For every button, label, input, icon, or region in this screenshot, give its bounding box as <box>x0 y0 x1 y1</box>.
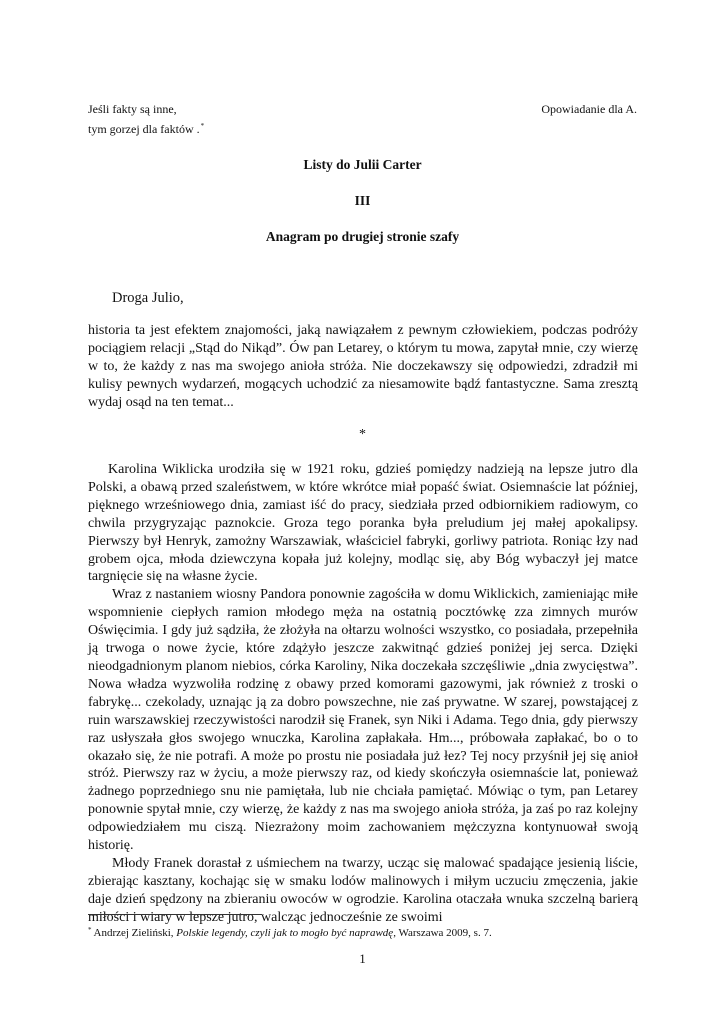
epigraph-line-2 <box>88 118 204 138</box>
footnote-author: Andrzej Zieliński, <box>93 927 174 939</box>
epigraph-line-1: Jeśli fakty są inne, <box>88 102 177 116</box>
footnote-divider <box>88 914 262 915</box>
footnote-book-title: Polskie legendy, czyli jak to mogło być naprawdę <box>176 927 394 939</box>
chapter-subtitle: Anagram po drugiej stronie szafy <box>265 229 460 244</box>
footnote-marker[interactable]: * <box>200 122 205 130</box>
footnote-marker-ref: * <box>88 926 92 934</box>
epigraph <box>88 101 204 138</box>
footnote <box>88 923 492 940</box>
part-number: III <box>354 193 371 208</box>
story-paragraph: Młody Franek dorastał z uśmiechem na twarzy, ucząc się malować spadające jesienią liście, zbierając kasztany, kochając się w smaku lodów malinowych i miłym uczuciu zmęczenia, jakie daje dzień spędzony na zbieraniu owoców w ogrodzie. Karolina otaczała wnuka szczelną barierą miłości i wiary w lepsze jutro, walcząc jednocześnie ze swoimi <box>88 855 638 925</box>
story-paragraph: Karolina Wiklicka urodziła się w 1921 roku, gdzieś pomiędzy nadzieją na lepsze jutro dla Polski, a obawą przed szaleństwem, w które wkrótce miał popaść świat. Osiemnaście lat później, pięknego wrześniowego dnia, zamiast iść do pracy, siedziała przed odbiornikiem radiowym, co chwila przygryzając paznokcie. Groza tego poranka była preludium jej małej apokalipsy. Pierwszy był Henryk, zamożny Warszawiak, właściciel fabryki, gorliwy patriota. Roniąc łzy nad grobem ojca, młoda dziewczyna kopała już kolejny, modląc się, aby Bóg wybaczył jej matce targnięcie się na własne życie. <box>88 462 638 585</box>
intro-text: historia ta jest efektem znajomości, jaką nawiązałem z pewnym człowiekiem, podczas podróży pociągiem relacji „Stąd do Nikąd”. Ów pan Letarey, o którym tu mowa, zapytał mnie, czy wierzę w to, że każdy z nas ma swojego anioła stróża. Nie doczekawszy się odpowiedzi, zdradził mi kulisy pewnych wydarzeń, mogących uchodzić za niesamowite bądź fantastyczne. Sama zresztą wydaj osąd na ten temat... <box>88 323 638 410</box>
section-separator: * <box>359 427 366 442</box>
footnote-publication: , Warszawa 2009, s. 7. <box>393 927 492 939</box>
story-body <box>88 461 638 927</box>
epigraph-line-2-text: tym gorzej dla faktów . <box>88 122 200 136</box>
document-title: Listy do Julii Carter <box>303 157 422 172</box>
letter-salutation: Droga Julio, <box>112 290 184 306</box>
intro-paragraph <box>88 322 638 412</box>
dedication: Opowiadanie dla A. <box>541 102 637 116</box>
page-number: 1 <box>359 951 366 966</box>
story-paragraph: Wraz z nastaniem wiosny Pandora ponownie zagościła w domu Wiklickich, zamieniając miłe wspomnienie ciepłych ramion młodego męża na ostatnią pocztówkę zza zimnych murów Oświęcimia. I gdy już sądziła, że złożyła na ołtarzu wolności wszystko, co posiadała, przepełniła ją trwoga o nowe życie, które zdążyło jeszcze zakwitnąć gdzieś poniżej jej serca. Dzięki nieodgadnionym planom niebios, córka Karoliny, Nika doczekała szczęśliwie „dnia zwycięstwa”. Nowa władza wyzwoliła rodzinę z obawy przed komorami gazowymi, jak również z troski o fabrykę... czekolady, uznając ją za dobro powszechne, nie zaś prywatne. W szarej, powstającej z ruin warszawskiej rzeczywistości narodził się Franek, syn Niki i Adama. Tego dnia, gdy pierwszy raz usłyszała głos swojego wnuczka, Karolina zapłakała. Hm..., próbowała zapłakać, bo o to okazało się, że nie potrafi. A może po prostu nie posiadała już łez? Tej nocy przyśnił jej się anioł stróż. Pierwszy raz w życiu, a może pierwszy raz, od kiedy skończyła osiemnaście lat, ponieważ żadnego poprzedniego snu nie pamiętała, lub nie chciała pamiętać. Mówiąc o tym, pan Letarey ponownie spytał mnie, czy wierzę, że każdy z nas ma swojego anioła stróża, ja zaś po raz kolejny odpowiedziałem mu ciszą. Niezrażony moim zachowaniem mężczyzna kontynuował swoją historię. <box>88 587 638 854</box>
